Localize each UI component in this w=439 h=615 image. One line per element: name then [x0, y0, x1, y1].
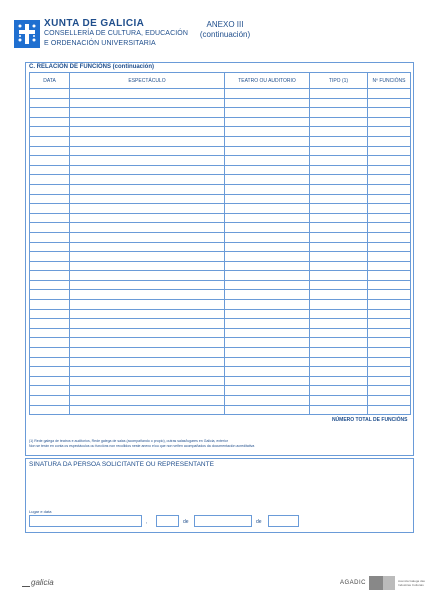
type-cell[interactable]: [310, 232, 368, 242]
show-cell[interactable]: [70, 290, 225, 300]
agadic-brand: [340, 576, 425, 590]
agadic-brand-text: AGADIC: [340, 580, 367, 586]
venue-cell[interactable]: [225, 175, 310, 185]
type-cell[interactable]: [310, 117, 368, 127]
count-cell[interactable]: [368, 204, 411, 214]
type-cell[interactable]: [310, 223, 368, 233]
count-cell[interactable]: [368, 271, 411, 281]
table-row: [30, 348, 411, 358]
count-cell[interactable]: [368, 213, 411, 223]
table-row: [30, 156, 411, 166]
show-cell[interactable]: [70, 338, 225, 348]
show-cell[interactable]: [70, 367, 225, 377]
table-row: [30, 300, 411, 310]
venue-cell[interactable]: [225, 213, 310, 223]
show-cell[interactable]: [70, 348, 225, 358]
table-row: [30, 280, 411, 290]
type-cell[interactable]: [310, 252, 368, 262]
venue-cell[interactable]: [225, 367, 310, 377]
count-cell[interactable]: [368, 252, 411, 262]
count-cell[interactable]: [368, 98, 411, 108]
venue-cell[interactable]: [225, 357, 310, 367]
date-cell[interactable]: [30, 396, 70, 406]
type-cell[interactable]: [310, 367, 368, 377]
table-row: [30, 136, 411, 146]
count-cell[interactable]: [368, 386, 411, 396]
date-cell[interactable]: [30, 156, 70, 166]
date-cell[interactable]: [30, 357, 70, 367]
place-field[interactable]: [29, 515, 142, 527]
type-cell[interactable]: [310, 184, 368, 194]
table-row: [30, 204, 411, 214]
show-cell[interactable]: [70, 136, 225, 146]
show-cell[interactable]: [70, 175, 225, 185]
date-cell[interactable]: [30, 194, 70, 204]
venue-cell[interactable]: [225, 252, 310, 262]
org-department-line2: E ORDENACIÓN UNIVERSITARIA: [44, 40, 156, 47]
type-cell[interactable]: [310, 309, 368, 319]
date-cell[interactable]: [30, 127, 70, 137]
count-cell[interactable]: [368, 146, 411, 156]
column-header-show: ESPECTÁCULO: [70, 73, 225, 89]
total-label-cell: [310, 415, 411, 425]
count-cell[interactable]: [368, 261, 411, 271]
show-cell[interactable]: [70, 213, 225, 223]
count-cell[interactable]: [368, 367, 411, 377]
venue-cell[interactable]: [225, 280, 310, 290]
show-cell[interactable]: [70, 98, 225, 108]
signature-section: [25, 458, 414, 533]
type-cell[interactable]: [310, 127, 368, 137]
date-cell[interactable]: [30, 252, 70, 262]
agadic-mark-icon: [369, 576, 383, 590]
show-cell[interactable]: [70, 386, 225, 396]
type-cell[interactable]: [310, 165, 368, 175]
type-cell[interactable]: [310, 396, 368, 406]
date-cell[interactable]: [30, 328, 70, 338]
count-cell[interactable]: [368, 127, 411, 137]
date-cell[interactable]: [30, 242, 70, 252]
show-cell[interactable]: [70, 223, 225, 233]
show-cell[interactable]: [70, 194, 225, 204]
table-row: [30, 386, 411, 396]
annex-subtitle: (continuación): [199, 30, 251, 39]
type-cell[interactable]: [310, 405, 368, 415]
venue-cell[interactable]: [225, 348, 310, 358]
table-row: [30, 357, 411, 367]
count-cell[interactable]: [368, 194, 411, 204]
type-cell[interactable]: [310, 376, 368, 386]
venue-cell[interactable]: [225, 261, 310, 271]
type-cell[interactable]: [310, 280, 368, 290]
count-cell[interactable]: [368, 319, 411, 329]
type-cell[interactable]: [310, 348, 368, 358]
venue-cell[interactable]: [225, 184, 310, 194]
xunta-logo-icon: [14, 20, 40, 48]
count-cell[interactable]: [368, 357, 411, 367]
venue-cell[interactable]: [225, 165, 310, 175]
venue-cell[interactable]: [225, 271, 310, 281]
table-row: [30, 309, 411, 319]
date-cell[interactable]: [30, 89, 70, 99]
date-cell[interactable]: [30, 386, 70, 396]
venue-cell[interactable]: [225, 396, 310, 406]
show-cell[interactable]: [70, 232, 225, 242]
column-header-date: DATA: [30, 73, 70, 89]
date-cell[interactable]: [30, 271, 70, 281]
day-field[interactable]: [156, 515, 179, 527]
table-row: [30, 405, 411, 415]
count-cell[interactable]: [368, 338, 411, 348]
show-cell[interactable]: [70, 405, 225, 415]
count-cell[interactable]: [368, 328, 411, 338]
table-row: [30, 175, 411, 185]
show-cell[interactable]: [70, 309, 225, 319]
column-header-venue: TEATRO OU AUDITORIO: [225, 73, 310, 89]
type-cell[interactable]: [310, 89, 368, 99]
count-cell[interactable]: [368, 184, 411, 194]
count-cell[interactable]: [368, 117, 411, 127]
type-cell[interactable]: [310, 271, 368, 281]
show-cell[interactable]: [70, 108, 225, 118]
venue-cell[interactable]: [225, 136, 310, 146]
table-row: [30, 127, 411, 137]
total-row: [30, 415, 411, 425]
show-cell[interactable]: [70, 252, 225, 262]
table-row: [30, 213, 411, 223]
table-row: [30, 261, 411, 271]
show-cell[interactable]: [70, 89, 225, 99]
venue-cell[interactable]: [225, 338, 310, 348]
organization-block: [44, 19, 188, 49]
type-cell[interactable]: [310, 204, 368, 214]
date-cell[interactable]: [30, 117, 70, 127]
count-cell[interactable]: [368, 165, 411, 175]
org-department-line1: CONSELLERÍA DE CULTURA, EDUCACIÓN: [44, 30, 188, 37]
annex-title: ANEXO III: [206, 20, 244, 29]
count-cell[interactable]: [368, 300, 411, 310]
venue-cell[interactable]: [225, 319, 310, 329]
table-row: [30, 271, 411, 281]
de-separator-2: de: [256, 519, 262, 525]
show-cell[interactable]: [70, 319, 225, 329]
org-title: XUNTA DE GALICIA: [44, 18, 145, 29]
show-cell[interactable]: [70, 261, 225, 271]
count-cell[interactable]: [368, 223, 411, 233]
agadic-subtitle: Axencia Galega das Industrias Culturais: [398, 579, 425, 587]
type-cell[interactable]: [310, 146, 368, 156]
table-row: [30, 290, 411, 300]
type-cell[interactable]: [310, 338, 368, 348]
type-cell[interactable]: [310, 386, 368, 396]
show-cell[interactable]: [70, 146, 225, 156]
table-row: [30, 165, 411, 175]
date-cell[interactable]: [30, 98, 70, 108]
show-cell[interactable]: [70, 280, 225, 290]
venue-cell[interactable]: [225, 98, 310, 108]
column-header-type: TIPO (1): [310, 73, 368, 89]
type-cell[interactable]: [310, 175, 368, 185]
de-separator-1: de: [183, 519, 189, 525]
venue-cell[interactable]: [225, 194, 310, 204]
footnote-line1: (1) Rede galega de teatros e auditorios, Rede galega de salas (acompañando o propio), outras salas/lugares en Galicia, exterior: [29, 439, 229, 443]
comma-separator: ,: [146, 519, 148, 525]
type-cell[interactable]: [310, 300, 368, 310]
functions-table: [29, 72, 411, 425]
show-cell[interactable]: [70, 242, 225, 252]
count-cell[interactable]: [368, 175, 411, 185]
table-row: [30, 376, 411, 386]
date-cell[interactable]: [30, 367, 70, 377]
date-cell[interactable]: [30, 348, 70, 358]
date-cell[interactable]: [30, 338, 70, 348]
table-row: [30, 108, 411, 118]
total-label: NÚMERO TOTAL DE FUNCIÓNS: [331, 416, 408, 423]
count-cell[interactable]: [368, 108, 411, 118]
venue-cell[interactable]: [225, 204, 310, 214]
date-cell[interactable]: [30, 184, 70, 194]
venue-cell[interactable]: [225, 309, 310, 319]
place-date-label: Lugar e data: [29, 509, 52, 514]
type-cell[interactable]: [310, 136, 368, 146]
count-cell[interactable]: [368, 348, 411, 358]
galicia-mark-icon: [22, 586, 30, 587]
month-field[interactable]: [194, 515, 252, 527]
venue-cell[interactable]: [225, 223, 310, 233]
table-body: [30, 89, 411, 415]
date-cell[interactable]: [30, 232, 70, 242]
table-row: [30, 328, 411, 338]
table-row: [30, 396, 411, 406]
type-cell[interactable]: [310, 194, 368, 204]
galicia-brand: [22, 578, 54, 587]
date-cell[interactable]: [30, 108, 70, 118]
table-row: [30, 98, 411, 108]
section-title: C. RELACIÓN DE FUNCIÓNS (continuación): [29, 64, 154, 70]
table-row: [30, 319, 411, 329]
table-row: [30, 89, 411, 99]
date-cell[interactable]: [30, 290, 70, 300]
date-cell[interactable]: [30, 309, 70, 319]
count-cell[interactable]: [368, 309, 411, 319]
venue-cell[interactable]: [225, 108, 310, 118]
signature-title: SINATURA DA PERSOA SOLICITANTE OU REPRESENTANTE: [29, 461, 214, 468]
date-cell[interactable]: [30, 319, 70, 329]
date-cell[interactable]: [30, 213, 70, 223]
date-cell[interactable]: [30, 405, 70, 415]
date-cell[interactable]: [30, 223, 70, 233]
galicia-brand-text: galicia: [31, 578, 54, 587]
show-cell[interactable]: [70, 184, 225, 194]
footnote: [29, 439, 411, 448]
table-header-row: [30, 73, 411, 89]
table-row: [30, 223, 411, 233]
show-cell[interactable]: [70, 357, 225, 367]
date-cell[interactable]: [30, 165, 70, 175]
venue-cell[interactable]: [225, 290, 310, 300]
date-cell[interactable]: [30, 136, 70, 146]
type-cell[interactable]: [310, 213, 368, 223]
type-cell[interactable]: [310, 328, 368, 338]
count-cell[interactable]: [368, 290, 411, 300]
table-row: [30, 146, 411, 156]
date-cell[interactable]: [30, 300, 70, 310]
count-cell[interactable]: [368, 396, 411, 406]
show-cell[interactable]: [70, 127, 225, 137]
year-field[interactable]: [268, 515, 299, 527]
type-cell[interactable]: [310, 290, 368, 300]
venue-cell[interactable]: [225, 117, 310, 127]
count-cell[interactable]: [368, 280, 411, 290]
venue-cell[interactable]: [225, 386, 310, 396]
venue-cell[interactable]: [225, 127, 310, 137]
count-cell[interactable]: [368, 232, 411, 242]
type-cell[interactable]: [310, 319, 368, 329]
show-cell[interactable]: [70, 117, 225, 127]
table-row: [30, 184, 411, 194]
count-cell[interactable]: [368, 136, 411, 146]
show-cell[interactable]: [70, 271, 225, 281]
show-cell[interactable]: [70, 204, 225, 214]
show-cell[interactable]: [70, 156, 225, 166]
annex-heading: [190, 20, 260, 40]
venue-cell[interactable]: [225, 328, 310, 338]
table-row: [30, 338, 411, 348]
table-row: [30, 242, 411, 252]
show-cell[interactable]: [70, 376, 225, 386]
functions-section: [25, 62, 414, 456]
date-cell[interactable]: [30, 376, 70, 386]
type-cell[interactable]: [310, 156, 368, 166]
date-cell[interactable]: [30, 280, 70, 290]
type-cell[interactable]: [310, 108, 368, 118]
venue-cell[interactable]: [225, 146, 310, 156]
venue-cell[interactable]: [225, 89, 310, 99]
table-row: [30, 117, 411, 127]
show-cell[interactable]: [70, 328, 225, 338]
venue-cell[interactable]: [225, 232, 310, 242]
agadic-mark-light-icon: [383, 576, 395, 590]
count-cell[interactable]: [368, 405, 411, 415]
venue-cell[interactable]: [225, 405, 310, 415]
date-cell[interactable]: [30, 175, 70, 185]
venue-cell[interactable]: [225, 376, 310, 386]
venue-cell[interactable]: [225, 242, 310, 252]
table-row: [30, 252, 411, 262]
count-cell[interactable]: [368, 242, 411, 252]
show-cell[interactable]: [70, 165, 225, 175]
count-cell[interactable]: [368, 376, 411, 386]
show-cell[interactable]: [70, 300, 225, 310]
cross-emblem-icon: [16, 22, 38, 46]
venue-cell[interactable]: [225, 300, 310, 310]
table-row: [30, 367, 411, 377]
column-header-count: Nº FUNCIÓNS: [368, 73, 411, 89]
show-cell[interactable]: [70, 396, 225, 406]
table-row: [30, 194, 411, 204]
date-cell[interactable]: [30, 261, 70, 271]
type-cell[interactable]: [310, 357, 368, 367]
type-cell[interactable]: [310, 98, 368, 108]
count-cell[interactable]: [368, 89, 411, 99]
table-row: [30, 232, 411, 242]
type-cell[interactable]: [310, 242, 368, 252]
type-cell[interactable]: [310, 261, 368, 271]
date-cell[interactable]: [30, 146, 70, 156]
count-cell[interactable]: [368, 156, 411, 166]
date-cell[interactable]: [30, 204, 70, 214]
venue-cell[interactable]: [225, 156, 310, 166]
footnote-line2: Non se terán en conta os espectáculos ou funcións non recollidos neste anexo e/ou que non veñen acompañados da documentación acreditativa: [29, 443, 255, 448]
